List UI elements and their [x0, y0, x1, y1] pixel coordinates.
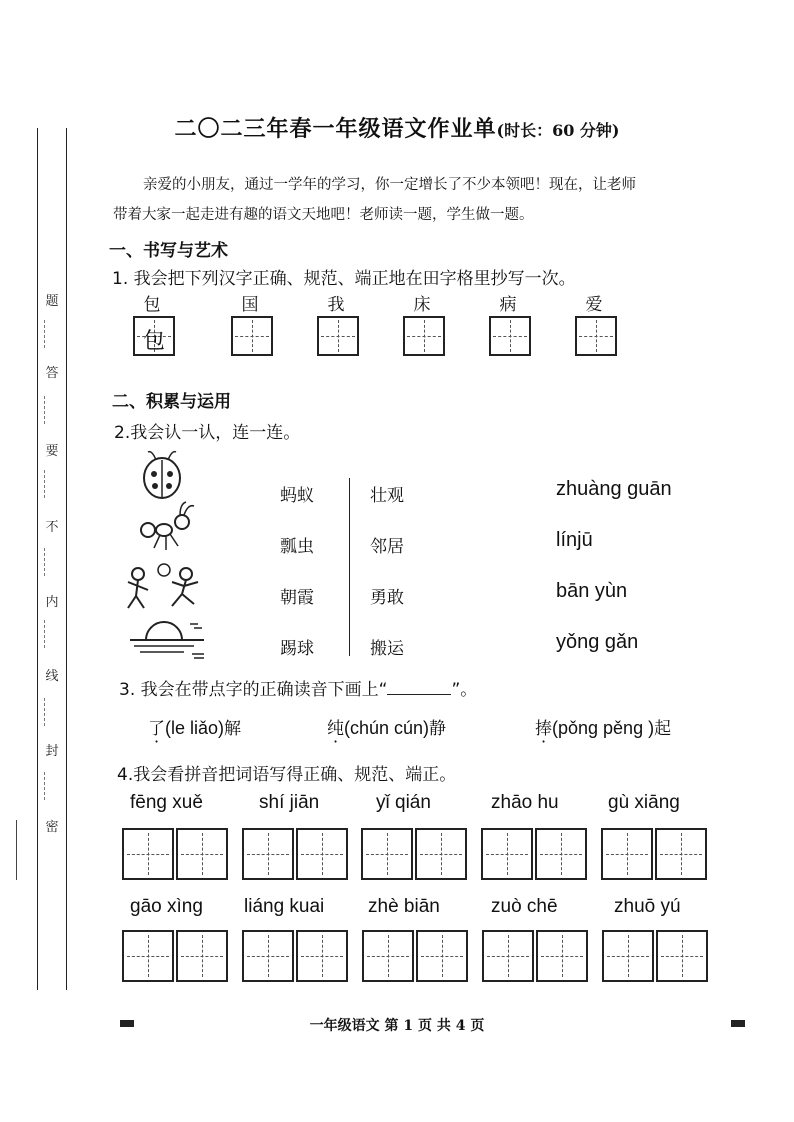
q3-item [327, 714, 446, 739]
word-mid: 勇敢 [370, 588, 404, 608]
q3-text: 3. 我会在带点字的正确读音下画上“ [119, 680, 388, 700]
seal-char: 内 [45, 595, 59, 610]
title-text: 二〇二三年春一年级语文作业单 [174, 116, 497, 142]
writing-grid[interactable] [122, 930, 232, 982]
char-label: 病 [499, 295, 517, 315]
dotted-char: 捧 [535, 719, 552, 739]
char-label: 包 [143, 295, 161, 315]
reading-options[interactable]: (le liǎo) [165, 718, 225, 738]
q3-item [148, 714, 241, 739]
word-left: 蚂蚁 [280, 486, 314, 506]
word-mid: 邻居 [370, 537, 404, 557]
writing-grid[interactable] [481, 828, 591, 880]
q3-item [535, 714, 671, 739]
seal-divider [44, 620, 59, 648]
question-2: 2.我会认一认，连一连。 [114, 423, 301, 443]
seal-char: 要 [45, 444, 59, 459]
seal-char: 封 [45, 744, 59, 759]
reading-options[interactable]: (pǒng pěng ) [552, 718, 655, 738]
tianzige-box[interactable] [317, 316, 359, 356]
reading-options[interactable]: (chún cún) [344, 718, 430, 738]
seal-divider [44, 396, 59, 424]
rest-char: 解 [224, 719, 242, 739]
char-label: 床 [413, 295, 431, 315]
page-title [0, 112, 794, 143]
seal-divider [44, 772, 59, 800]
seal-char: 线 [45, 669, 59, 684]
tianzige-box[interactable] [231, 316, 273, 356]
pinyin-label: gāo xìng [130, 896, 203, 917]
pinyin-right: bān yùn [556, 580, 628, 602]
intro-line-1: 亲爱的小朋友，通过一学年的学习，你一定增长了不少本领吧！现在，让老师 [143, 177, 636, 193]
char-label: 国 [241, 295, 259, 315]
question-1: 1. 我会把下列汉字正确、规范、端正地在田字格里抄写一次。 [112, 269, 576, 289]
pinyin-label: zhāo hu [491, 792, 559, 813]
pinyin-right: zhuàng guān [556, 478, 672, 500]
pinyin-label: zhè biān [368, 896, 440, 917]
q3-text-end: ”。 [451, 680, 478, 700]
dotted-char: 了 [148, 719, 165, 739]
writing-grid[interactable] [482, 930, 592, 982]
tianzige-box[interactable] [489, 316, 531, 356]
intro-line-2: 带着大家一起走进有趣的语文天地吧！老师读一题，学生做一题。 [113, 207, 534, 223]
pinyin-right: yǒng gǎn [556, 631, 639, 653]
pinyin-label: yǐ qián [376, 792, 431, 813]
word-left: 瓢虫 [280, 537, 314, 557]
registration-mark [731, 1020, 745, 1027]
word-left: 踢球 [280, 639, 314, 659]
pinyin-label: fēng xuě [130, 792, 203, 813]
tianzige-box[interactable] [133, 316, 175, 356]
writing-grid[interactable] [122, 828, 232, 880]
question-3 [119, 675, 477, 700]
pinyin-label: gù xiāng [608, 792, 680, 813]
seal-char: 不 [45, 520, 59, 535]
section-1-heading: 一、书写与艺术 [109, 241, 228, 261]
section-2-heading: 二、积累与运用 [112, 392, 231, 412]
rest-char: 静 [429, 719, 447, 739]
pinyin-right: línjū [556, 529, 593, 551]
pinyin-label: shí jiān [259, 792, 320, 813]
binding-line-inner [66, 128, 67, 990]
writing-grid[interactable] [601, 828, 711, 880]
pinyin-label: zuò chē [491, 896, 558, 917]
seal-char: 答 [45, 366, 59, 381]
binding-line-outer [37, 128, 38, 990]
word-mid: 搬运 [370, 639, 404, 659]
writing-grid[interactable] [361, 828, 471, 880]
writing-grid[interactable] [602, 930, 712, 982]
dotted-char: 纯 [327, 719, 344, 739]
tianzige-box[interactable] [575, 316, 617, 356]
seal-divider [44, 470, 59, 498]
page-footer: 一年级语文 第 1 页 共 4 页 [309, 1018, 485, 1034]
char-label: 我 [327, 295, 345, 315]
divider-line [349, 478, 350, 656]
pinyin-label: zhuō yú [614, 896, 681, 917]
q3-underline-sample [387, 680, 451, 695]
name-line [16, 820, 31, 880]
writing-grid[interactable] [242, 828, 352, 880]
tianzige-box[interactable] [403, 316, 445, 356]
question-4: 4.我会看拼音把词语写得正确、规范、端正。 [117, 765, 457, 785]
ant-icon [136, 500, 198, 554]
char-label: 爱 [585, 295, 603, 315]
kids-playing-ball-icon [124, 560, 208, 614]
seal-divider [44, 698, 59, 726]
seal-divider [44, 548, 59, 576]
word-mid: 壮观 [370, 486, 404, 506]
word-left: 朝霞 [280, 588, 314, 608]
seal-char: 密 [45, 820, 59, 835]
sunrise-clouds-icon [124, 614, 210, 662]
ladybug-icon [136, 448, 196, 504]
writing-grid[interactable] [362, 930, 472, 982]
title-note: (时长：60 分钟) [496, 121, 620, 140]
writing-grid[interactable] [242, 930, 352, 982]
sample-char: 包 [142, 329, 165, 354]
pinyin-label: liáng kuai [244, 896, 325, 917]
rest-char: 起 [654, 719, 672, 739]
seal-char: 题 [45, 294, 59, 309]
seal-divider [44, 320, 59, 348]
